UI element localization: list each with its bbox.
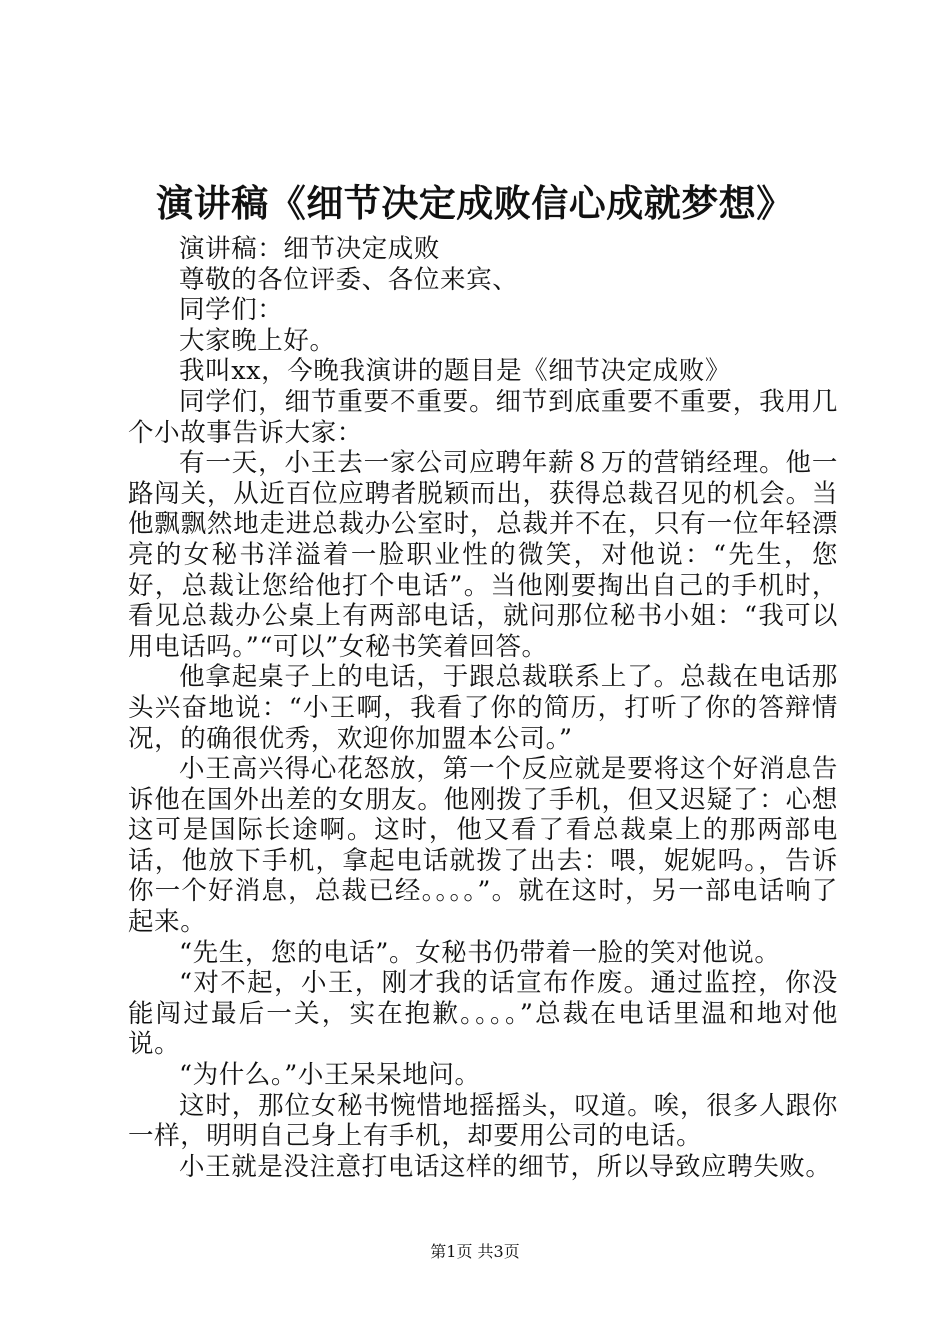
- paragraph: 尊敬的各位评委、各位来宾、: [179, 264, 519, 295]
- paragraph: 同学们：: [179, 295, 284, 326]
- paragraph: 同学们，细节重要不重要。细节到底重要不重要，我用几个小故事告诉大家：: [128, 386, 838, 448]
- document-body: [128, 234, 838, 1182]
- paragraph: “对不起，小王，刚才我的话宣布作废。通过监控，你没能闯过最后一关，实在抱歉。。。。”总裁在电话里温和地对他说。: [128, 968, 838, 1060]
- paragraph: “为什么。”小王呆呆地问。: [179, 1060, 481, 1091]
- paragraph: 我叫xx，今晚我演讲的题目是《细节决定成败》: [179, 356, 731, 387]
- paragraph: 小王高兴得心花怒放，第一个反应就是要将这个好消息告诉他在国外出差的女朋友。他刚拨了手机，但又迟疑了：心想这可是国际长途啊。这时，他又看了看总裁桌上的那两部电话，他放下手机，拿起电话就拨了出去：喂，妮妮吗。，告诉你一个好消息，总裁已经。。。。”。就在这时，另一部电话响了起来。: [128, 754, 838, 938]
- document-title: 演讲稿《细节决定成败信心成就梦想》: [156, 181, 794, 225]
- paragraph: “先生，您的电话”。女秘书仍带着一脸的笑对他说。: [179, 937, 781, 968]
- paragraph: 大家晚上好。: [179, 325, 336, 356]
- paragraph: 有一天，小王去一家公司应聘年薪８万的营销经理。他一路闯关，从近百位应聘者脱颖而出，获得总裁召见的机会。当他飘飘然地走进总裁办公室时，总裁并不在，只有一位年轻漂亮的女秘书洋溢着一脸职业性的微笑，对他说：“先生，您好，总裁让您给他打个电话”。当他刚要掏出自己的手机时，看见总裁办公桌上有两部电话，就问那位秘书小姐：“我可以用电话吗。”“可以”女秘书笑着回答。: [128, 448, 838, 662]
- paragraph: 演讲稿：细节决定成败: [179, 234, 441, 264]
- paragraph: 小王就是没注意打电话这样的细节，所以导致应聘失败。: [179, 1151, 832, 1182]
- paragraph: 他拿起桌子上的电话，于跟总裁联系上了。总裁在电话那头兴奋地说：“小王啊，我看了你的简历，打听了你的答辩情况，的确很优秀，欢迎你加盟本公司。”: [128, 662, 838, 754]
- paragraph: 这时，那位女秘书惋惜地摇摇头，叹道。唉，很多人跟你一样，明明自己身上有手机，却要用公司的电话。: [128, 1090, 838, 1152]
- page-number-footer: 第1页 共3页: [430, 1242, 520, 1261]
